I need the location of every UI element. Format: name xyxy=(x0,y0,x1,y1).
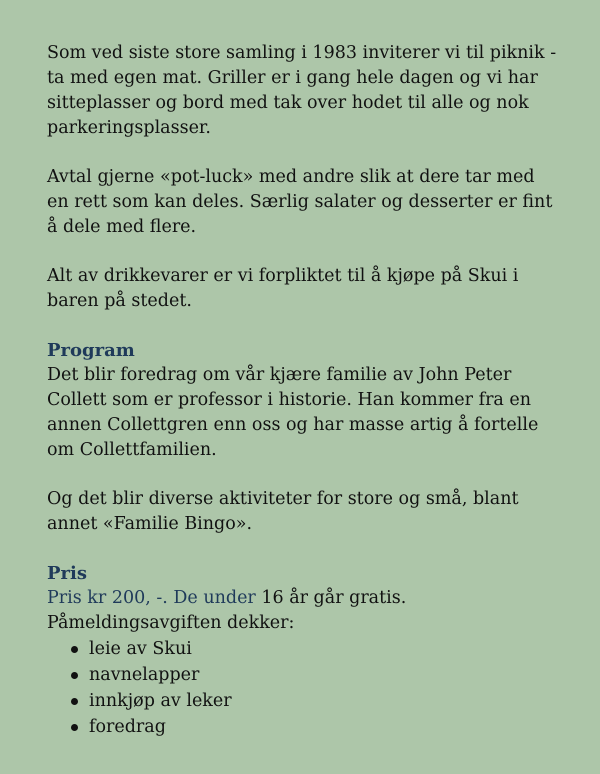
list-item-label: foredrag xyxy=(89,717,166,737)
covers-label: Påmeldingsavgiften dekker: xyxy=(47,613,295,633)
intro-paragraph-drinks: Alt av drikkevarer er vi forpliktet til å kjøpe på Skui i baren på stedet. xyxy=(47,266,519,311)
price-text: Pris kr 200, -. De under xyxy=(47,588,256,608)
price-free-text: 16 år går gratis. xyxy=(255,588,407,608)
bullet-icon xyxy=(71,698,78,705)
bullet-icon xyxy=(71,672,78,679)
bullet-icon xyxy=(71,646,78,653)
program-paragraph-lecture: Det blir foredrag om vår kjære familie av John Peter Collett som er professor i historie. Han kommer fra en annen Collettgren enn oss og har masse artig å fortelle om Collettfamilien. xyxy=(47,365,539,460)
program-paragraph-activities: Og det blir diverse aktiviteter for store og små, blant annet «Familie Bingo». xyxy=(47,489,519,534)
pris-section xyxy=(47,561,560,740)
pris-heading: Pris xyxy=(47,563,87,584)
program-section xyxy=(47,338,560,537)
list-item-label: innkjøp av leker xyxy=(89,691,232,711)
list-item xyxy=(67,688,560,714)
price-line xyxy=(47,586,560,611)
list-item xyxy=(67,714,560,740)
intro-paragraph-potluck: Avtal gjerne «pot-luck» med andre slik at dere tar med en rett som kan deles. Særlig salater og desserter er fint å dele med flere. xyxy=(47,167,553,237)
bullet-icon xyxy=(71,724,78,731)
intro-paragraph-picnic: Som ved siste store samling i 1983 inviterer vi til piknik - ta med egen mat. Griller er i gang hele dagen og vi har sitteplasser og bord med tak over hodet til alle og nok parkeringsplasser. xyxy=(47,43,557,138)
list-item-label: leie av Skui xyxy=(89,639,192,659)
intro-section xyxy=(47,41,560,314)
covers-list xyxy=(47,636,560,740)
list-item-label: navnelapper xyxy=(89,665,200,685)
list-item xyxy=(67,636,560,662)
program-heading: Program xyxy=(47,340,135,361)
list-item xyxy=(67,662,560,688)
